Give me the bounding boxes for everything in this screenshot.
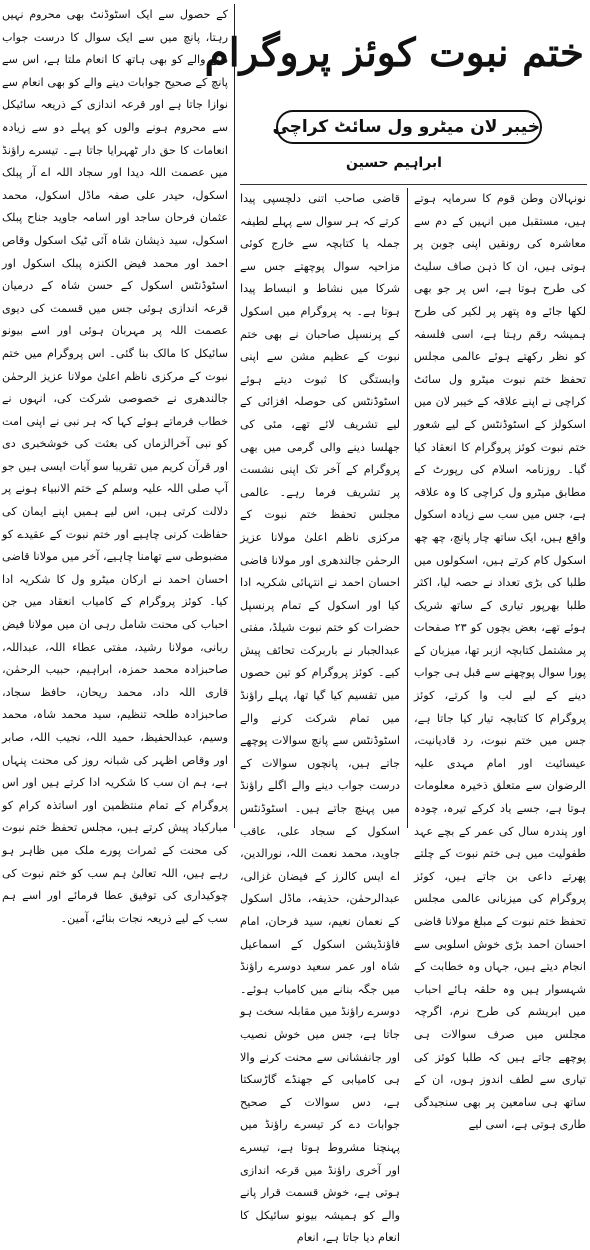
article-column-right: [414, 188, 586, 1132]
article-byline: ابراہیم حسین: [346, 155, 442, 171]
article-column-middle: [240, 188, 400, 1245]
article-column-left: [2, 4, 228, 925]
article-subhead: خیبر لان میٹرو ول سائٹ کراچی: [276, 110, 542, 144]
byline-divider: [240, 184, 587, 185]
column-right-text: نونہالان وطن قوم کا سرمایہ ہوتے ہیں، مستقبل میں انہیں کے دم سے معاشرہ کی رونقیں اپنی جوبن پر ہوتی ہیں، ان کا ذہن صاف سلیٹ کی طرح ہوتا ہے، اس پر جو بھی لکھا جائے وہ پتھر پر لکیر کی طرح ہمیشہ رقم رہتا ہے، اسی فلسفہ کو نظر رکھتے ہوئے عالمی مجلس تحفظ ختم نبوت میٹرو ول سائٹ کراچی نے اپنے علاقہ کے خیبر لان میں اسکولز کے اسٹوڈنٹس کے لیے شعور ختم نبوت کوئز پروگرام کا انعقاد کیا گیا۔ روزنامہ اسلام کی رپورٹ کے مطابق میٹرو ول کراچی کا وہ علاقہ ہے، جس میں سب سے زیادہ اسکول واقع ہیں، ایک ساتھ چار پانچ، چھ چھ اسکول کام کرتے ہیں، اسکولوں میں طلبا کی بڑی تعداد نے حصہ لیا، اکثر طلبا بھرپور تیاری کے ساتھ شریک ہوئے تھے، بعض بچوں کو ۲۳ صفحات پر مشتمل کتابچہ ازبر تھا، میزبان کے پورا سوال پوچھنے سے قبل ہی جواب دینے کے لیے لب وا کرتے، کوئز پروگرام کا کتابچہ تیار کیا جاتا ہے، جس میں ختم نبوت، رد قادیانیت، عیسائیت اور امام مہدی علیہ الرضوان سے متعلق ذخیرہ معلومات ہوتا ہے، جسے یاد کرکے تیرہ، چودہ اور پندرہ سال کی عمر کے بچے عہد طفولیت میں ہی ختم نبوت کے چلتے پھرتے داعی بن جاتے ہیں، کوئز پروگرام کی میزبانی عالمی مجلس تحفظ ختم نبوت کے مبلغ مولانا قاضی احسان احمد بڑی خوش اسلوبی سے انجام دیتے ہیں، جہاں وہ خطابت کے شہسوار ہیں وہ حلقہ ہائے احباب میں ابریشم کی طرح نرم، اگرچہ مجلس میں صرف سوالات ہی پوچھے جاتے ہیں کہ طلبا کوئز کی تیاری سے لطف اندوز ہوں، ان کے ساتھ ہی سامعین پر بھی سنجیدگی طاری ہوتی ہے، اسی لیے: [414, 192, 586, 1132]
column-divider-right: [407, 188, 408, 828]
column-middle-text: قاضی صاحب اتنی دلچسپی پیدا کرتے کہ ہر سوال سے پہلے لطیفہ جملہ یا کتابچہ سے خارج کوئی مزاحیہ سوال پوچھتے جس سے شرکا میں نشاط و انبساط پیدا ہوتا ہے۔ یہ پروگرام میں اسکول کے پرنسپل صاحبان نے بھی ختم نبوت کے عظیم مشن سے اپنی وابستگی کا ثبوت دیتے ہوئے اسٹوڈنٹس کی حوصلہ افزائی کے لیے تشریف لائے تھے، مئی کی جھلسا دینے والی گرمی میں بھی پروگرام کے آخر تک اپنی نشست پر تشریف فرما رہے۔ عالمی مجلس تحفظ ختم نبوت کے مرکزی ناظم اعلیٰ مولانا عزیز الرحمٰن جالندھری اور مولانا قاضی احسان احمد نے انتہائی شکریہ ادا کیا اور اسکول کے تمام پرنسپل حضرات کو ختم نبوت شیلڈ، مفتی عبدالجبار نے باربرکت تحائف پیش کیے۔ کوئز پروگرام کو تین حصوں میں تقسیم کیا گیا تھا، پہلے راؤنڈ میں تمام شرکت کرنے والے اسٹوڈنٹس سے پانچ سوالات پوچھے جاتے ہیں، پانچوں سوالات کے درست جواب دینے والے اگلے راؤنڈ میں پہنچ جاتے ہیں۔ اسٹوڈنٹس اسکول کے سجاد علی، عاقب جاوید، محمد نعمت اللہ، نورالدین، اے ایس کالرز کے فیضان غزالی، عبدالرحمٰن، حذیفہ، ماڈل اسکول کے نعمان نعیم، سید فرحان، امام فاؤنڈیشن اسکول کے اسماعیل شاہ اور عمر سعید دوسرے راؤنڈ میں جگہ بنانے میں کامیاب ہوئے۔ دوسرے راؤنڈ میں مقابلہ سخت ہو جاتا ہے، جس میں خوش نصیب اور جانفشانی سے محنت کرنے والا ہی کامیابی کے جھنڈے گاڑسکتا ہے، دس سوالات کے صحیح جوابات دے کر تیسرے راؤنڈ میں پہنچنا مشروط ہوتا ہے، تیسرے اور آخری راؤنڈ میں قرعہ اندازی ہوتی ہے، خوش قسمت قرار پانے والے کو ہمیشہ بیونو سائیکل کا انعام دیا جاتا ہے، انعام: [240, 192, 400, 1245]
column-left-text: کے حصول سے ایک اسٹوڈنٹ بھی محروم نہیں رہتا، پانچ میں سے ایک سوال کا درست جواب دینے والے کو بھی ہاتھ کا انعام ملتا ہے، اس سے پانچ کے صحیح جوابات دینے والے کو بھی انعام سے نوازا جاتا ہے اور قرعہ اندازی کے ذریعہ سائیکل سے محروم ہونے والوں کو پہلے دو سے زیادہ انعامات کا حق دار ٹھہرایا جاتا ہے۔ تیسرے راؤنڈ میں عصمت اللہ دیدا اور سجاد اللہ اے آر پبلک اسکول، حیدر علی صفہ ماڈل اسکول، محمد عثمان فرحان ساجد اور اسامہ جاوید جناح پبلک اسکول، سید ذیشان شاہ آئی ٹیک اسکول وقاص احمد اور محمد فیض الکنزہ پبلک اسکول اور اسٹوڈنٹس اسکول کے حسن شاہ کے درمیان قرعہ اندازی ہوئی جس میں قسمت کی دیوی عصمت اللہ پر مہربان ہوئی اور اسے بیونو سائیکل کا مالک بنا گئی۔ اس پروگرام میں ختم نبوت کے مرکزی ناظم اعلیٰ مولانا عزیز الرحمٰن جالندھری نے خصوصی شرکت کی، انہوں نے خطاب فرماتے ہوئے کہا کہ ہر نبی نے اپنی امت کو نبی آخرالزماں کی بعثت کی خوشخبری دی اور قرآن کریم میں تقریبا سو آیات ایسی ہیں جو آپ صلی اللہ علیہ وسلم کے ختم الانبیاء ہونے پر دلالت کرتی ہیں، اس لیے ہمیں اپنے ایمان کی حفاظت کرنی چاہیے اور ختم نبوت کے عقیدے کو مضبوطی سے تھامنا چاہیے، آخر میں مولانا قاضی احسان احمد نے ارکان میٹرو ول کا شکریہ ادا کیا۔ کوئز پروگرام کے کامیاب انعقاد میں جن احباب کی محنت شامل رہی ان میں مولانا فیض ربانی، مولانا رشید، مفتی عطاء اللہ، عبداللہ، صاحبزادہ محمد حمزہ، ابراہیم، حبیب الرحمٰن، قاری اللہ داد، محمد ریحان، حافظ سجاد، صاحبزادہ طلحہ تنظیم، سید محمد شاہ، محمد وسیم، عبدالحفیظ، حمید اللہ، نجیب اللہ، صابر اور وقاص اظہر کی شبانہ روز کی محنت پنہاں ہے، ہم ان سب کا شکریہ ادا کرتے ہیں اور اس پروگرام کے تمام منتظمین اور اساتذہ کرام کو مبارکباد پیش کرتے ہیں، مجلس تحفظ ختم نبوت کی محنت کے ثمرات پورے ملک میں ظاہر ہو رہے ہیں، اللہ تعالیٰ ہم سب کو ختم نبوت کی چوکیداری کی توفیق عطا فرمائے اور اسے ہم سب کے لیے ذریعہ نجات بنائے، آمین۔: [2, 8, 228, 925]
column-divider-left: [234, 4, 235, 828]
article-headline: ختم نبوت کوئز پروگرام: [204, 30, 584, 76]
